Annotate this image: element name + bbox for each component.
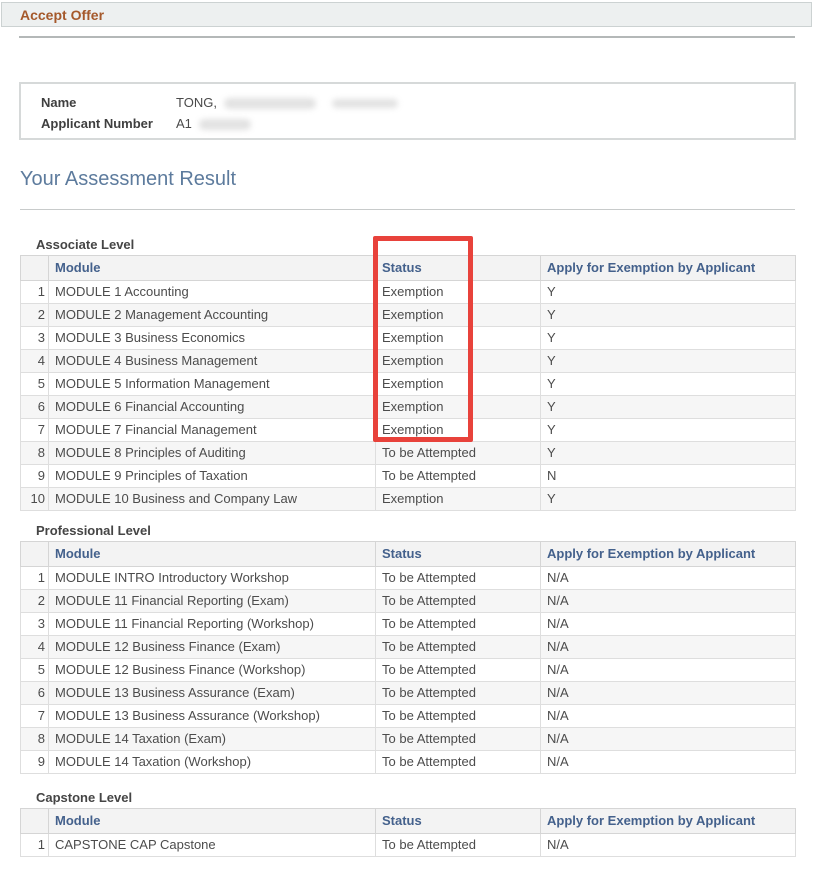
cell-num: 5 [21, 659, 49, 682]
applicant-number-value: A1 [176, 113, 251, 134]
cell-num: 6 [21, 396, 49, 419]
cell-num: 3 [21, 327, 49, 350]
cell-num: 1 [21, 281, 49, 304]
cell-num: 6 [21, 682, 49, 705]
level-label-professional: Professional Level [36, 523, 151, 538]
cell-num: 7 [21, 419, 49, 442]
cell-status: To be Attempted [376, 636, 541, 659]
cell-apply: Y [541, 488, 796, 511]
results-table-capstone [20, 808, 796, 857]
column-header-status: Status [376, 542, 541, 567]
cell-num: 1 [21, 834, 49, 857]
cell-module: MODULE 14 Taxation (Exam) [49, 728, 376, 751]
column-header-status: Status [376, 809, 541, 834]
cell-apply: Y [541, 350, 796, 373]
cell-module: MODULE 1 Accounting [49, 281, 376, 304]
cell-num: 7 [21, 705, 49, 728]
cell-apply: N/A [541, 751, 796, 774]
accept-offer-page [0, 2, 813, 873]
cell-apply: N/A [541, 682, 796, 705]
cell-num: 8 [21, 728, 49, 751]
divider [19, 36, 795, 38]
header-row [21, 542, 796, 567]
level-section-associate [20, 237, 795, 511]
cell-status: To be Attempted [376, 465, 541, 488]
results-table-professional [20, 541, 796, 774]
page-title: Accept Offer [20, 6, 105, 23]
cell-status: To be Attempted [376, 751, 541, 774]
cell-status: To be Attempted [376, 442, 541, 465]
table-row [21, 613, 796, 636]
table-row [21, 751, 796, 774]
column-header-module: Module [49, 542, 376, 567]
cell-num: 2 [21, 304, 49, 327]
cell-num: 3 [21, 613, 49, 636]
cell-apply: N/A [541, 567, 796, 590]
cell-status: Exemption [376, 373, 541, 396]
cell-status: To be Attempted [376, 659, 541, 682]
cell-apply: Y [541, 442, 796, 465]
table-row [21, 636, 796, 659]
level-section-professional [20, 523, 795, 774]
cell-module: CAPSTONE CAP Capstone [49, 834, 376, 857]
cell-status: Exemption [376, 350, 541, 373]
cell-apply: N/A [541, 728, 796, 751]
cell-apply: N/A [541, 705, 796, 728]
cell-module: MODULE 12 Business Finance (Exam) [49, 636, 376, 659]
cell-status: Exemption [376, 488, 541, 511]
cell-module: MODULE 10 Business and Company Law [49, 488, 376, 511]
cell-module: MODULE 5 Information Management [49, 373, 376, 396]
cell-module: MODULE 11 Financial Reporting (Workshop) [49, 613, 376, 636]
cell-module: MODULE 3 Business Economics [49, 327, 376, 350]
cell-module: MODULE 6 Financial Accounting [49, 396, 376, 419]
cell-status: To be Attempted [376, 682, 541, 705]
divider [20, 209, 795, 210]
accept-offer-titlebar [1, 2, 812, 27]
cell-status: To be Attempted [376, 567, 541, 590]
table-row [21, 728, 796, 751]
applicant-info-box [19, 82, 796, 140]
table-row [21, 682, 796, 705]
redacted-text [224, 98, 316, 109]
cell-num: 9 [21, 751, 49, 774]
cell-status: Exemption [376, 396, 541, 419]
cell-apply: N/A [541, 834, 796, 857]
column-header-status: Status [376, 256, 541, 281]
cell-apply: N/A [541, 636, 796, 659]
level-label-capstone: Capstone Level [36, 790, 133, 805]
column-header-apply: Apply for Exemption by Applicant [541, 256, 796, 281]
cell-status: To be Attempted [376, 834, 541, 857]
table-row [21, 396, 796, 419]
table-row [21, 304, 796, 327]
cell-num: 8 [21, 442, 49, 465]
cell-module: MODULE 4 Business Management [49, 350, 376, 373]
cell-status: Exemption [376, 304, 541, 327]
applicant-number-row [41, 113, 794, 134]
cell-apply: N/A [541, 613, 796, 636]
cell-apply: Y [541, 327, 796, 350]
table-row [21, 488, 796, 511]
table-row [21, 590, 796, 613]
table-row [21, 327, 796, 350]
cell-status: Exemption [376, 419, 541, 442]
name-label: Name [41, 95, 77, 110]
level-label-associate: Associate Level [36, 237, 135, 252]
cell-module: MODULE 12 Business Finance (Workshop) [49, 659, 376, 682]
level-section-capstone [20, 790, 795, 857]
table-row [21, 659, 796, 682]
cell-status: Exemption [376, 281, 541, 304]
cell-module: MODULE 7 Financial Management [49, 419, 376, 442]
cell-apply: Y [541, 281, 796, 304]
column-header-num [21, 256, 49, 281]
assessment-result-heading: Your Assessment Result [20, 168, 237, 190]
table-row [21, 834, 796, 857]
cell-apply: Y [541, 373, 796, 396]
header-row [21, 256, 796, 281]
table-row [21, 442, 796, 465]
table-row [21, 419, 796, 442]
cell-num: 4 [21, 636, 49, 659]
applicant-name-row [41, 92, 794, 113]
cell-apply: N/A [541, 659, 796, 682]
column-header-num [21, 542, 49, 567]
cell-num: 9 [21, 465, 49, 488]
cell-num: 10 [21, 488, 49, 511]
table-row [21, 281, 796, 304]
cell-num: 5 [21, 373, 49, 396]
cell-module: MODULE 2 Management Accounting [49, 304, 376, 327]
results-table-associate [20, 255, 796, 511]
column-header-num [21, 809, 49, 834]
table-row [21, 373, 796, 396]
cell-module: MODULE INTRO Introductory Workshop [49, 567, 376, 590]
table-row [21, 465, 796, 488]
cell-num: 4 [21, 350, 49, 373]
redacted-text [199, 119, 251, 130]
cell-apply: Y [541, 396, 796, 419]
cell-num: 2 [21, 590, 49, 613]
name-value: TONG, [176, 92, 398, 113]
header-row [21, 809, 796, 834]
cell-status: To be Attempted [376, 613, 541, 636]
column-header-module: Module [49, 809, 376, 834]
cell-apply: Y [541, 419, 796, 442]
cell-status: To be Attempted [376, 728, 541, 751]
column-header-module: Module [49, 256, 376, 281]
column-header-apply: Apply for Exemption by Applicant [541, 809, 796, 834]
cell-module: MODULE 11 Financial Reporting (Exam) [49, 590, 376, 613]
redacted-text [332, 99, 398, 108]
cell-status: Exemption [376, 327, 541, 350]
cell-module: MODULE 9 Principles of Taxation [49, 465, 376, 488]
cell-apply: Y [541, 304, 796, 327]
cell-num: 1 [21, 567, 49, 590]
cell-module: MODULE 13 Business Assurance (Exam) [49, 682, 376, 705]
table-row [21, 567, 796, 590]
cell-module: MODULE 13 Business Assurance (Workshop) [49, 705, 376, 728]
column-header-apply: Apply for Exemption by Applicant [541, 542, 796, 567]
cell-apply: N/A [541, 590, 796, 613]
table-row [21, 350, 796, 373]
cell-module: MODULE 8 Principles of Auditing [49, 442, 376, 465]
level-sections [20, 237, 795, 857]
cell-status: To be Attempted [376, 705, 541, 728]
cell-status: To be Attempted [376, 590, 541, 613]
cell-module: MODULE 14 Taxation (Workshop) [49, 751, 376, 774]
cell-apply: N [541, 465, 796, 488]
applicant-number-label: Applicant Number [41, 116, 153, 131]
table-row [21, 705, 796, 728]
